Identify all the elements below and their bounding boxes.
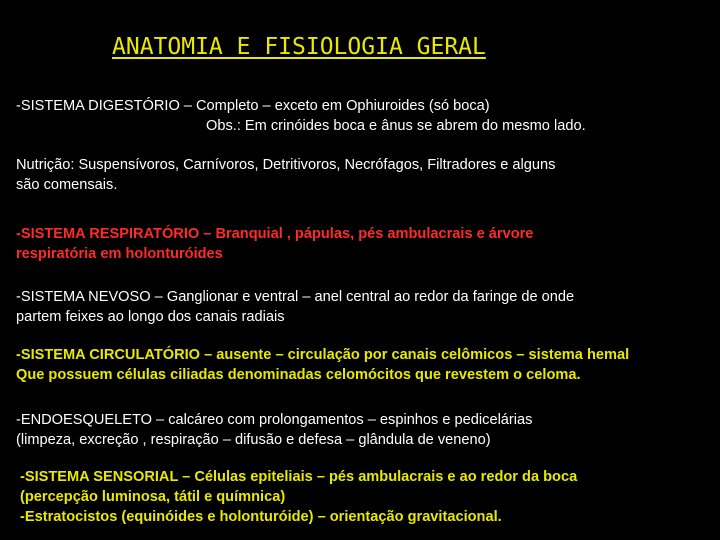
nutrition-section bbox=[16, 155, 706, 195]
digestive-system-note: Obs.: Em crinóides boca e ânus se abrem do mesmo lado. bbox=[206, 118, 586, 134]
endoskeleton-section bbox=[16, 410, 706, 450]
nervous-system-section bbox=[16, 287, 706, 327]
endoskeleton-line-1: -ENDOESQUELETO – calcáreo com prolongamentos – espinhos e pedicelárias bbox=[16, 412, 533, 428]
respiratory-system-line-2: respiratória em holonturóides bbox=[16, 246, 223, 262]
digestive-system-line: -SISTEMA DIGESTÓRIO – Completo – exceto em Ophiuroides (só boca) bbox=[16, 98, 490, 114]
respiratory-system-line-1: -SISTEMA RESPIRATÓRIO – Branquial , pápulas, pés ambulacrais e árvore bbox=[16, 226, 534, 242]
sensory-system-line-3: -Estratocistos (equinóides e holonturóide) – orientação gravitacional. bbox=[20, 509, 502, 525]
nutrition-line-2: são comensais. bbox=[16, 177, 118, 193]
digestive-system-section bbox=[16, 96, 706, 136]
nutrition-line-1: Nutrição: Suspensívoros, Carnívoros, Detritivoros, Necrófagos, Filtradores e alguns bbox=[16, 157, 556, 173]
sensory-system-section bbox=[20, 467, 710, 527]
endoskeleton-line-2: (limpeza, excreção , respiração – difusão e defesa – glândula de veneno) bbox=[16, 432, 491, 448]
circulatory-system-line-1: -SISTEMA CIRCULATÓRIO – ausente – circulação por canais celômicos – sistema hemal bbox=[16, 347, 630, 363]
circulatory-system-line-2: Que possuem células ciliadas denominadas celomócitos que revestem o celoma. bbox=[16, 367, 581, 383]
nervous-system-line-2: partem feixes ao longo dos canais radiais bbox=[16, 309, 285, 325]
slide-title: ANATOMIA E FISIOLOGIA GERAL bbox=[112, 34, 486, 60]
respiratory-system-section bbox=[16, 224, 706, 264]
sensory-system-line-2: (percepção luminosa, tátil e químnica) bbox=[20, 489, 286, 505]
nervous-system-line-1: -SISTEMA NEVOSO – Ganglionar e ventral – anel central ao redor da faringe de onde bbox=[16, 289, 575, 305]
circulatory-system-section bbox=[16, 345, 706, 385]
sensory-system-line-1: -SISTEMA SENSORIAL – Células epiteliais – pés ambulacrais e ao redor da boca bbox=[20, 469, 578, 485]
